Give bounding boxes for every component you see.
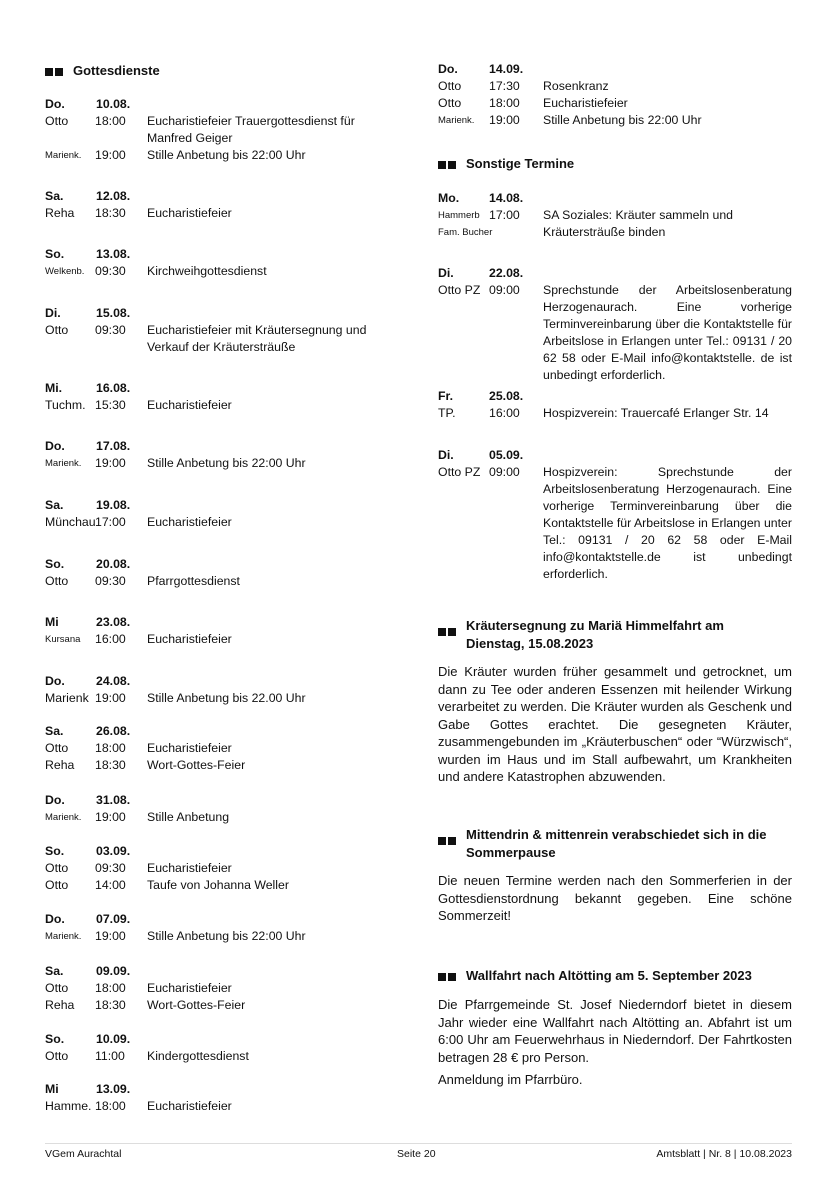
article-heading-kraeutersegnung — [438, 617, 792, 653]
weekday: So. — [45, 247, 65, 261]
entry-date-header — [45, 614, 390, 631]
event-description: Stille Anbetung bis 22:00 Uhr — [543, 113, 702, 127]
date: 25.08. — [489, 389, 524, 403]
weekday: Mi — [45, 615, 59, 629]
entry-date-header — [45, 723, 390, 740]
location: Otto — [438, 96, 462, 110]
time: 18:00 — [95, 1099, 126, 1113]
weekday: Mo. — [438, 191, 460, 205]
entry-row — [438, 95, 792, 112]
event-description: Stille Anbetung bis 22:00 Uhr — [147, 148, 306, 162]
date: 26.08. — [96, 724, 131, 738]
event-description: Eucharistiefeier — [147, 398, 232, 412]
entry-date-header — [45, 1031, 390, 1048]
location: Hammerb — [438, 210, 480, 221]
entry-row — [45, 263, 390, 280]
time: 14:00 — [95, 878, 126, 892]
date: 13.08. — [96, 247, 131, 261]
location: Reha — [45, 758, 75, 772]
location: Otto — [45, 1049, 69, 1063]
schedule-entry — [45, 556, 390, 590]
date: 14.09. — [489, 62, 524, 76]
schedule-entry — [45, 723, 390, 774]
event-description: Stille Anbetung bis 22.00 Uhr — [147, 691, 306, 705]
date: 14.08. — [489, 191, 524, 205]
article-body: Die neuen Termine werden nach den Sommerferien in der Gottesdienstordnung bekannt gegeben. Eine schöne Sommerzeit! — [438, 873, 792, 923]
entry-row — [45, 860, 390, 877]
event-description: Eucharistiefeier — [147, 861, 232, 875]
location: Reha — [45, 998, 75, 1012]
event-description: Eucharistiefeier — [147, 515, 232, 529]
entry-row — [45, 397, 390, 414]
time: 09:00 — [489, 283, 520, 297]
entry-row — [45, 690, 390, 707]
location: Marienk. — [45, 812, 82, 823]
location: Tuchm. — [45, 398, 86, 412]
location: TP. — [438, 406, 456, 420]
event-description: Sprechstunde der Arbeitslosenberatung Herzogenaurach. Eine vorherige Terminvereinbarung über die Kontaktstelle für Arbeitslose in Erlangen unter Tel.: 09131 / 20 62 58 oder E-Mail info@kontaktstelle. de ist unbedingt erforderlich. — [543, 283, 792, 382]
schedule-entry — [438, 190, 792, 241]
footer-right: Amtsblatt | Nr. 8 | 10.08.2023 — [656, 1148, 792, 1160]
schedule-entry — [45, 1031, 390, 1065]
time: 15:30 — [95, 398, 126, 412]
time: 18:00 — [95, 741, 126, 755]
time: 09:30 — [95, 574, 126, 588]
weekday: Di. — [45, 306, 61, 320]
time: 09:30 — [95, 323, 126, 337]
section-title: Sonstige Termine — [466, 156, 575, 171]
time: 18:30 — [95, 998, 126, 1012]
page-number: Seite 20 — [397, 1148, 436, 1160]
schedule-entry — [45, 96, 390, 164]
article-title: Mittendrin & mittenrein verabschiedet sich in die Sommerpause — [466, 827, 767, 860]
event-description: Taufe von Johanna Weller — [147, 878, 289, 892]
location: Otto — [45, 878, 69, 892]
entry-date-header — [438, 61, 792, 78]
schedule-entry — [438, 61, 792, 129]
article-heading-wallfahrt — [438, 967, 792, 985]
date: 20.08. — [96, 557, 131, 571]
weekday: Sa. — [45, 498, 64, 512]
schedule-entry — [45, 911, 390, 945]
event-description: Kindergottesdienst — [147, 1049, 249, 1063]
entry-date-header — [438, 388, 792, 405]
event-description: Wort-Gottes-Feier — [147, 998, 246, 1012]
article-title: Kräutersegnung zu Mariä Himmelfahrt am Dienstag, 15.08.2023 — [466, 618, 724, 651]
weekday: Do. — [45, 439, 65, 453]
bullet-squares-icon — [45, 62, 67, 80]
entry-date-header — [45, 673, 390, 690]
time: 19:00 — [489, 113, 520, 127]
event-description: Rosenkranz — [543, 79, 609, 93]
location: Welkenb. — [45, 266, 85, 277]
location: Otto — [45, 574, 69, 588]
weekday: So. — [45, 557, 65, 571]
time: 19:00 — [95, 810, 126, 824]
entry-row — [45, 1048, 390, 1065]
location: Hamme. — [45, 1099, 92, 1113]
schedule-entry — [45, 843, 390, 894]
event-description: Eucharistiefeier — [147, 1099, 232, 1113]
date: 16.08. — [96, 381, 131, 395]
entry-row — [45, 514, 390, 531]
date: 22.08. — [489, 266, 524, 280]
entry-row — [45, 809, 390, 826]
entry-row — [438, 207, 792, 224]
event-description: Eucharistiefeier — [543, 96, 628, 110]
date: 12.08. — [96, 189, 131, 203]
schedule-entry — [45, 188, 390, 222]
entry-row — [45, 205, 390, 222]
schedule-entry — [45, 497, 390, 531]
time: 09:30 — [95, 861, 126, 875]
weekday: So. — [45, 844, 65, 858]
event-description: Eucharistiefeier — [147, 741, 232, 755]
bullet-squares-icon — [438, 967, 460, 985]
entry-row — [438, 405, 792, 422]
event-description: SA Soziales: Kräuter sammeln und — [543, 208, 734, 222]
location: Otto — [45, 861, 69, 875]
entry-row — [45, 877, 390, 894]
weekday: Sa. — [45, 724, 64, 738]
article-body: Die Kräuter wurden früher gesammelt und getrocknet, um dann zu Tee oder anderen Essenzen mit heilender Wirkung verarbeitet zu werden. Die Kräuter wurden als Geschenk und Gabe Gottes erachtet. Die gesegneten Kräuter, zusammengebunden im „Kräuterbuschen“ oder “Würzwisch“, wurden im Haus und im Stall aufbewahrt, um Krankheiten und andere Katastrophen abzuwenden. — [438, 664, 792, 784]
section-heading-gottesdienste — [45, 62, 160, 80]
entry-row — [45, 147, 390, 164]
weekday: Do. — [45, 912, 65, 926]
location: Otto — [45, 981, 69, 995]
location: Otto PZ — [438, 283, 481, 297]
entry-date-header — [45, 497, 390, 514]
section-heading-sonstige — [438, 155, 574, 173]
entry-row — [45, 631, 390, 648]
weekday: Sa. — [45, 964, 64, 978]
schedule-entry — [45, 673, 390, 707]
entry-row — [438, 224, 792, 241]
date: 24.08. — [96, 674, 131, 688]
weekday: Do. — [45, 97, 65, 111]
entry-row — [45, 928, 390, 945]
event-description: Kirchweihgottesdienst — [147, 264, 267, 278]
schedule-entry — [45, 792, 390, 826]
event-description: Stille Anbetung — [147, 810, 230, 824]
entry-row — [438, 464, 792, 583]
event-description: Stille Anbetung bis 22:00 Uhr — [147, 929, 306, 943]
time: 18:30 — [95, 758, 126, 772]
location: Otto PZ — [438, 465, 481, 479]
weekday: Fr. — [438, 389, 454, 403]
date: 09.09. — [96, 964, 131, 978]
date: 10.09. — [96, 1032, 131, 1046]
schedule-entry — [438, 447, 792, 583]
date: 10.08. — [96, 97, 131, 111]
entry-row — [45, 757, 390, 774]
footer-left: VGem Aurachtal — [45, 1148, 122, 1160]
bullet-squares-icon — [438, 155, 460, 173]
schedule-entry — [45, 614, 390, 648]
weekday: Do. — [438, 62, 458, 76]
date: 05.09. — [489, 448, 524, 462]
entry-date-header — [45, 911, 390, 928]
schedule-entry — [45, 305, 390, 356]
location: Marienk. — [45, 931, 82, 942]
time: 18:00 — [489, 96, 520, 110]
date: 15.08. — [96, 306, 131, 320]
schedule-entry — [438, 265, 792, 384]
entry-date-header — [45, 96, 390, 113]
date: 07.09. — [96, 912, 131, 926]
event-description: Eucharistiefeier Trauergottesdienst für Manfred Geiger — [147, 114, 355, 145]
article-body-registration: Anmeldung im Pfarrbüro. — [438, 1072, 583, 1087]
entry-date-header — [438, 447, 792, 464]
entry-row — [438, 112, 792, 129]
weekday: So. — [45, 1032, 65, 1046]
event-description: Kräutersträuße binden — [543, 225, 666, 239]
entry-date-header — [45, 305, 390, 322]
event-description: Stille Anbetung bis 22:00 Uhr — [147, 456, 306, 470]
weekday: Sa. — [45, 189, 64, 203]
article-title: Wallfahrt nach Altötting am 5. September 2023 — [466, 968, 752, 983]
article-body: Die Pfarrgemeinde St. Josef Niederndorf bietet in diesem Jahr wieder eine Wallfahrt nach Altötting an. Abfahrt ist um 6:00 Uhr am Feuerwehrhaus in Niederndorf. Der Fahrtkosten betragen 28 € pro Person. — [438, 997, 792, 1065]
location: Marienk. — [45, 150, 82, 161]
location: Marienk. — [438, 115, 475, 126]
event-description: Eucharistiefeier — [147, 206, 232, 220]
section-title: Gottesdienste — [73, 63, 160, 78]
entry-row — [45, 980, 390, 997]
time: 09:30 — [95, 264, 126, 278]
entry-date-header — [45, 792, 390, 809]
time: 18:00 — [95, 981, 126, 995]
schedule-entry — [45, 246, 390, 280]
date: 23.08. — [96, 615, 131, 629]
time: 19:00 — [95, 148, 126, 162]
event-description: Pfarrgottesdienst — [147, 574, 240, 588]
date: 31.08. — [96, 793, 131, 807]
date: 17.08. — [96, 439, 131, 453]
event-description: Eucharistiefeier mit Kräutersegnung und Verkauf der Kräutersträuße — [147, 323, 367, 354]
weekday: Di. — [438, 448, 454, 462]
weekday: Do. — [45, 674, 65, 688]
location: Otto — [45, 114, 69, 128]
location: Marienk — [45, 691, 89, 705]
weekday: Mi — [45, 1082, 59, 1096]
entry-row — [45, 997, 390, 1014]
entry-row — [45, 113, 390, 147]
schedule-entry — [438, 388, 792, 422]
entry-date-header — [45, 188, 390, 205]
event-description: Hospizverein: Sprechstunde der Arbeitslosenberatung Herzogenaurach. Eine vorherige Terminvereinbarung über die Kontaktstelle für Arbeitslose in Erlangen unter Tel.: 09131 / 20 62 58 oder E-Mail info@kontaktstelle.de ist unbedingt erforderlich. — [543, 465, 792, 581]
time: 16:00 — [489, 406, 520, 420]
entry-row — [438, 282, 792, 384]
date: 19.08. — [96, 498, 131, 512]
time: 19:00 — [95, 456, 126, 470]
entry-row — [45, 455, 390, 472]
time: 19:00 — [95, 929, 126, 943]
schedule-entry — [45, 963, 390, 1014]
entry-date-header — [45, 380, 390, 397]
location: Otto — [45, 741, 69, 755]
bullet-squares-icon — [438, 622, 460, 640]
event-description: Eucharistiefeier — [147, 632, 232, 646]
weekday: Di. — [438, 266, 454, 280]
bullet-squares-icon — [438, 831, 460, 849]
entry-date-header — [45, 246, 390, 263]
location: Fam. Bucher — [438, 227, 493, 238]
schedule-entry — [45, 1081, 390, 1115]
time: 16:00 — [95, 632, 126, 646]
entry-date-header — [45, 963, 390, 980]
date: 03.09. — [96, 844, 131, 858]
time: 18:00 — [95, 114, 126, 128]
location: Otto — [45, 323, 69, 337]
event-description: Wort-Gottes-Feier — [147, 758, 246, 772]
time: 17:30 — [489, 79, 520, 93]
entry-row — [45, 1098, 390, 1115]
location: Otto — [438, 79, 462, 93]
weekday: Mi. — [45, 381, 63, 395]
entry-date-header — [438, 190, 792, 207]
schedule-entry — [45, 438, 390, 472]
location: Marienk. — [45, 458, 82, 469]
time: 17:00 — [95, 515, 126, 529]
entry-row — [438, 78, 792, 95]
event-description: Hospizverein: Trauercafé Erlanger Str. 14 — [543, 406, 769, 420]
entry-date-header — [45, 843, 390, 860]
date: 13.09. — [96, 1082, 131, 1096]
entry-row — [45, 573, 390, 590]
location: Münchau — [45, 515, 96, 529]
time: 19:00 — [95, 691, 126, 705]
entry-row — [45, 322, 390, 356]
schedule-entry — [45, 380, 390, 414]
entry-row — [45, 740, 390, 757]
entry-date-header — [45, 556, 390, 573]
entry-date-header — [45, 1081, 390, 1098]
location: Reha — [45, 206, 75, 220]
time: 09:00 — [489, 465, 520, 479]
footer-divider — [45, 1143, 792, 1144]
time: 17:00 — [489, 208, 520, 222]
entry-date-header — [438, 265, 792, 282]
article-heading-mittendrin — [438, 826, 792, 862]
weekday: Do. — [45, 793, 65, 807]
time: 11:00 — [95, 1049, 125, 1063]
event-description: Eucharistiefeier — [147, 981, 232, 995]
location: Kursana — [45, 634, 81, 645]
entry-date-header — [45, 438, 390, 455]
time: 18:30 — [95, 206, 126, 220]
